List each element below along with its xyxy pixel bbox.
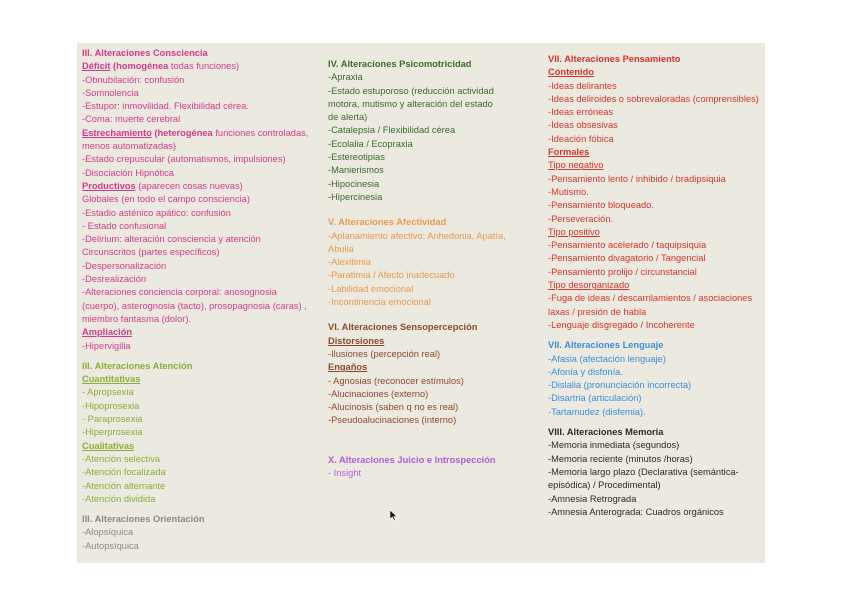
list-lenguaje — [548, 353, 762, 419]
subheading-contenido: Contenido — [548, 67, 594, 78]
subheading-cualitativas: Cualitativas — [82, 440, 135, 451]
list-item: -Apraxia — [328, 72, 363, 83]
column-right — [548, 53, 762, 519]
list-cuantitativas — [82, 386, 314, 439]
list-item: -Estado crepuscular (automatismos, impulsiones) — [82, 154, 286, 165]
list-item: -Amnesia Anterograda: Cuadros orgánicos — [548, 506, 724, 517]
section-juicio — [328, 454, 508, 481]
section-consciencia — [82, 47, 314, 353]
list-juicio — [328, 467, 508, 480]
list-item: -Hipoprosexia — [82, 400, 140, 411]
list-item: -Somnolencia — [82, 87, 139, 98]
list-item: -Ideación fóbica — [548, 133, 614, 144]
list-item: Circunscritos (partes específicos) — [82, 247, 220, 258]
subheading-distorsiones: Distorsiones — [328, 335, 385, 346]
section-title: V. Alteraciones Afectividad — [328, 217, 447, 228]
list-item: -Tartamudez (disfemia). — [548, 406, 646, 417]
list-item: -Manierismos — [328, 165, 384, 176]
list-item: -Mutismo. — [548, 186, 589, 197]
list-item: -Estadio asténico apático: confusión — [82, 207, 231, 218]
list-item: -Alucinaciones (externo) — [328, 388, 429, 399]
list-afectividad — [328, 230, 508, 310]
section-title: III. Alteraciones Orientación — [82, 514, 205, 525]
section-title: VII. Alteraciones Lenguaje — [548, 340, 664, 351]
list-item: - Paraprosexia — [82, 414, 143, 425]
list-item: -Memoria largo plazo (Declarativa (semántica-episódica) / Procedimental) — [548, 466, 739, 491]
list-item: -Catalepsia / Flexibilidad cérea — [328, 125, 456, 136]
list-deficit — [82, 74, 314, 127]
list-item: -Hipercinesia — [328, 191, 383, 202]
list-tipo-positivo — [548, 239, 762, 279]
list-item: -Ideas deliroides o sobrevaloradas (comprensibles) — [548, 93, 759, 104]
subheading-deficit: Déficit (homogénea todas funciones) — [82, 61, 240, 72]
list-enganos — [328, 375, 508, 428]
subheading-estrechamiento: Estrechamiento (heterogénea funciones controladas, menos automatizadas) — [82, 127, 309, 152]
list-tipo-desorganizado — [548, 292, 762, 332]
list-item: -Ilusiones (percepción real) — [328, 348, 441, 359]
section-title: VIII. Alteraciones Memoria — [548, 427, 664, 438]
list-productivos — [82, 193, 314, 326]
list-contenido — [548, 80, 762, 146]
list-item: -Dislalia (pronunciación incorrecta) — [548, 380, 692, 391]
list-item: -Ideas obsesivas — [548, 120, 618, 131]
list-item: Globales (en todo el campo consciencia) — [82, 194, 250, 205]
list-orientacion — [82, 526, 314, 553]
list-item: -Afasia (afectación lenguaje) — [548, 353, 666, 364]
list-item: -Pensamiento prolijo / circunstancial — [548, 266, 697, 277]
section-sensopercepcion — [328, 321, 508, 427]
list-item: -Lenguaje disgregado / Incoherente — [548, 319, 695, 330]
list-item: -Amnesia Retrograda — [548, 493, 637, 504]
list-item: - Estado confusional — [82, 220, 167, 231]
list-item: - Insight — [328, 468, 362, 479]
list-memoria — [548, 439, 762, 519]
subheading-tipo-desorganizado: Tipo desorganizado — [548, 280, 630, 291]
list-item: -Memoria inmediata (segundos) — [548, 440, 680, 451]
list-item: -Coma: muerte cerebral — [82, 114, 181, 125]
list-item: motora, mutismo y alteración del estado — [328, 98, 493, 109]
column-left — [82, 47, 314, 553]
section-lenguaje — [548, 339, 762, 419]
section-pensamiento — [548, 53, 762, 332]
list-item: -Hiperprosexia — [82, 427, 143, 438]
list-item: -Pseudoalucinaciones (interno) — [328, 415, 457, 426]
list-item: -Labilidad emocional — [328, 283, 414, 294]
list-item: -Obnubilación: confusión — [82, 74, 185, 85]
list-item: -Desrealización — [82, 274, 147, 285]
list-distorsiones — [328, 348, 508, 361]
list-item: -Autopsíquica — [82, 540, 139, 551]
list-item: -Afonía y disfonía. — [548, 366, 623, 377]
section-title: IV. Alteraciones Psicomotricidad — [328, 59, 472, 69]
list-item: -Atención alternante — [82, 480, 166, 491]
list-item: -Alucinosis (saben q no es real) — [328, 402, 459, 413]
list-item: -Atención focalizada — [82, 467, 166, 478]
list-item: -Despersonalización — [82, 260, 167, 271]
section-title: X. Alteraciones Juicio e Introspección — [328, 454, 496, 465]
list-item: - Apropsexia — [82, 387, 134, 398]
section-title: III. Alteraciones Consciencia — [82, 48, 208, 58]
list-item: -Hipocinesia — [328, 178, 380, 189]
list-item: -Ideas erróneas — [548, 107, 614, 118]
list-item: -Estupor: inmovilidad. Flexibilidad cérea. — [82, 101, 249, 112]
subheading-tipo-negativo: Tipo negativo — [548, 160, 604, 171]
subheading-productivos: Productivos (aparecen cosas nuevas) — [82, 180, 243, 191]
list-item: -Aplanamiento afectivo: Anhedonia, Apatía, Abulia — [328, 230, 506, 254]
section-atencion — [82, 360, 314, 506]
list-item: de alerta) — [328, 112, 368, 123]
list-item: -Disociación Hipnótica — [82, 167, 174, 178]
list-ampliacion — [82, 340, 314, 353]
list-item: -Alexitimia — [328, 257, 371, 268]
list-item: -Estado estuporoso (reducción actividad — [328, 85, 494, 96]
list-item: -Fuga de ideas / descarrilamientos / asociaciones laxas / presión de habla — [548, 293, 753, 317]
list-item: -Disartria (articulación) — [548, 393, 642, 404]
list-item: -Pensamiento lento / inhibido / bradipsiquia — [548, 173, 726, 184]
subheading-cuantitativas: Cuantitativas — [82, 374, 141, 385]
notes-sheet — [77, 43, 765, 563]
list-item: -Ecolalia / Ecopraxia — [328, 138, 413, 149]
section-title: III. Alteraciones Atención — [82, 360, 193, 371]
column-middle — [328, 58, 508, 480]
subheading-enganos: Engaños — [328, 362, 368, 373]
section-title: VI. Alteraciones Sensopercepción — [328, 322, 478, 333]
list-item: - Agnosias (reconocer estímulos) — [328, 375, 464, 386]
section-title: VII. Alteraciones Pensamiento — [548, 54, 681, 64]
mouse-pointer-icon — [390, 510, 398, 521]
list-item: -Alteraciones conciencia corporal: anosognosia (cuerpo), asterognosia (tacto), prosopagnosia (caras) , miembro fantasma (dolor). — [82, 287, 307, 324]
list-item: -Perseveración. — [548, 213, 614, 224]
list-item: -Paratimia / Afecto inadecuado — [328, 270, 455, 281]
section-afectividad — [328, 216, 508, 309]
list-item: -Estereotipias — [328, 152, 385, 163]
subheading-formales: Formales — [548, 147, 590, 158]
section-psicomotricidad — [328, 58, 508, 204]
list-psicomotricidad — [328, 71, 508, 204]
list-item: -Hipervigilia — [82, 340, 131, 351]
list-estrechamiento — [82, 153, 314, 180]
list-item: -Atención selectiva — [82, 453, 161, 464]
section-memoria — [548, 426, 762, 519]
subheading-tipo-positivo: Tipo positivo — [548, 226, 600, 237]
list-item: -Pensamiento divagatorio / Tangencial — [548, 253, 706, 264]
list-item: -Ideas delirantes — [548, 80, 617, 91]
subheading-ampliacion: Ampliación — [82, 327, 133, 338]
list-cualitativas — [82, 453, 314, 506]
list-item: -Alopsíquica — [82, 527, 134, 538]
list-item: -Incontinencia emocional — [328, 297, 431, 308]
list-tipo-negativo — [548, 173, 762, 226]
list-item: -Pensamiento bloqueado. — [548, 200, 654, 211]
list-item: -Delirium: alteración consciencia y atención — [82, 234, 261, 245]
section-orientacion — [82, 513, 314, 553]
list-item: -Memoria reciente (minutos /horas) — [548, 453, 693, 464]
list-item: -Atención dividida — [82, 493, 156, 504]
list-item: -Pensamiento acelerado / taquipsiquia — [548, 240, 707, 251]
